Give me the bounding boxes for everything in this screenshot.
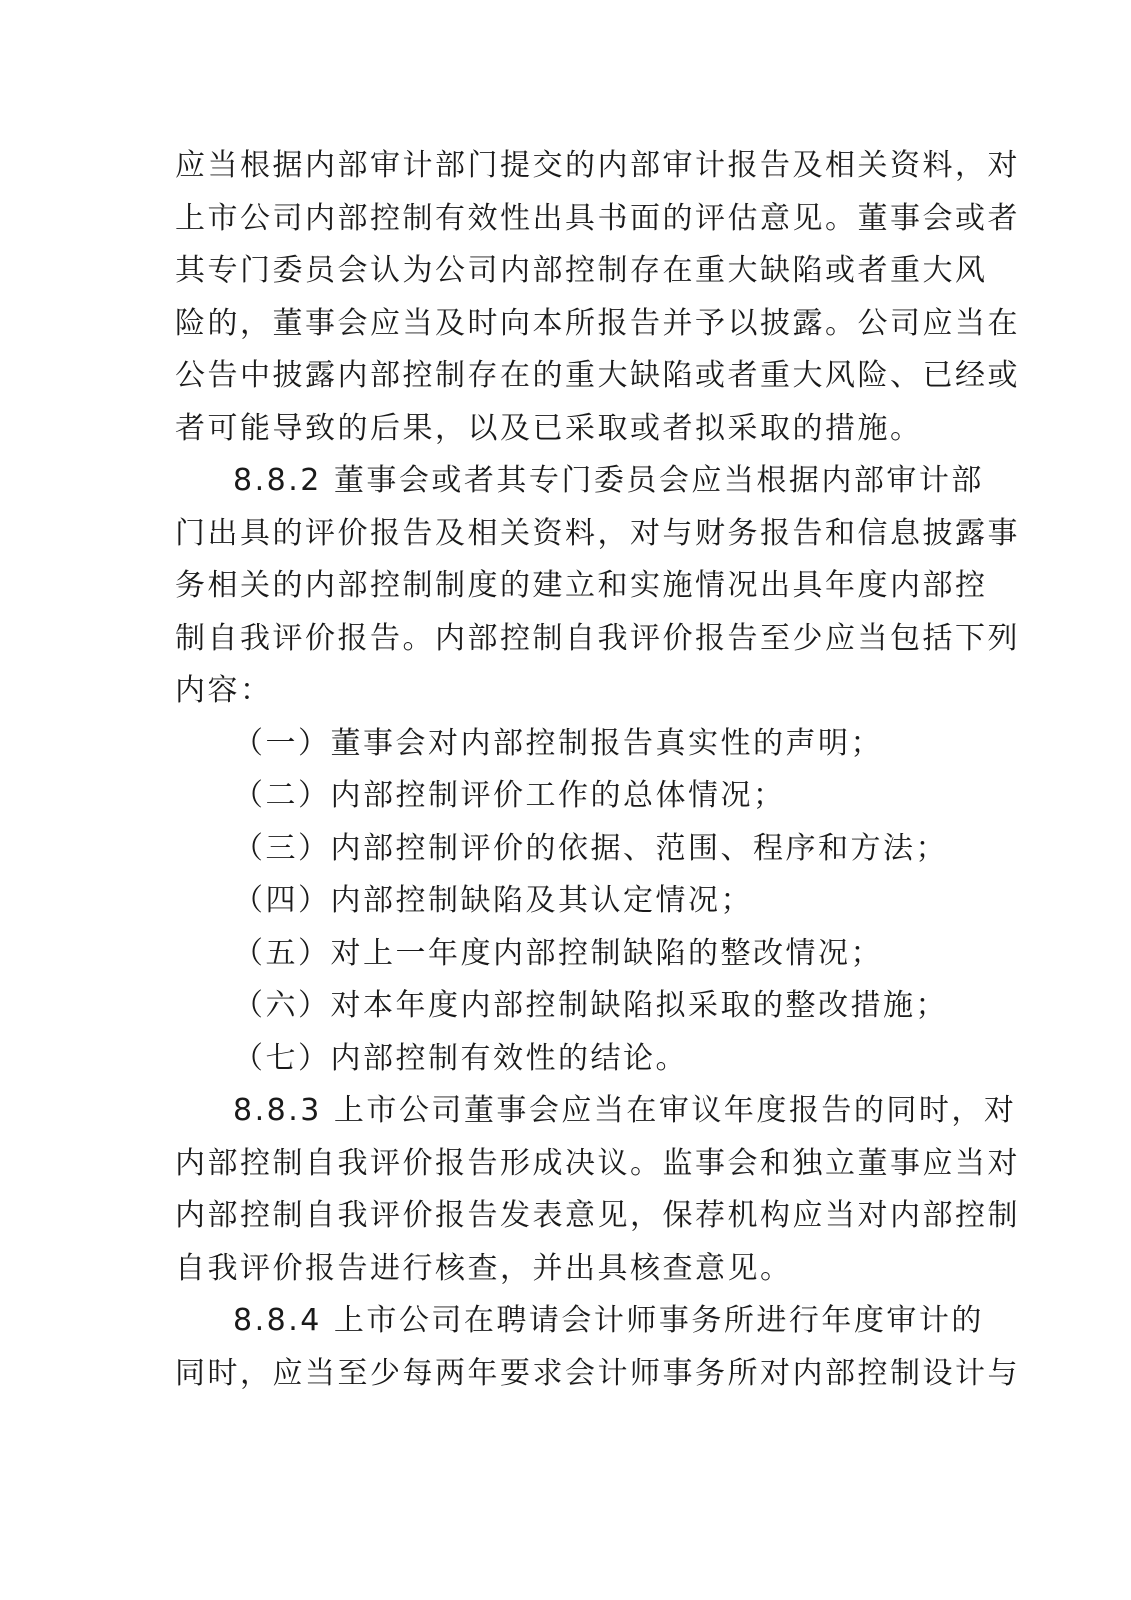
clause-8-8-3-line: 8.8.3 上市公司董事会应当在审议年度报告的同时，对 bbox=[233, 1093, 1017, 1128]
clause-8-8-4-line: 8.8.4 上市公司在聘请会计师事务所进行年度审计的 bbox=[233, 1303, 984, 1338]
list-item: （三）内部控制评价的依据、范围、程序和方法； bbox=[233, 830, 948, 866]
text-line: 险的，董事会应当及时向本所报告并予以披露。公司应当在 bbox=[175, 305, 1020, 341]
text-line: 内部控制自我评价报告形成决议。监事会和独立董事应当对 bbox=[175, 1145, 1020, 1181]
text-line: 门出具的评价报告及相关资料，对与财务报告和信息披露事 bbox=[175, 515, 1020, 551]
text-line: 内容： bbox=[175, 673, 273, 708]
text-line: 其专门委员会认为公司内部控制存在重大缺陷或者重大风 bbox=[175, 253, 988, 288]
clause-8-8-2-line: 8.8.2 董事会或者其专门委员会应当根据内部审计部 bbox=[233, 463, 984, 498]
text-line: 公告中披露内部控制存在的重大缺陷或者重大风险、已经或 bbox=[175, 358, 1020, 393]
text-line: 同时，应当至少每两年要求会计师事务所对内部控制设计与 bbox=[175, 1355, 1020, 1391]
list-item: （六）对本年度内部控制缺陷拟采取的整改措施； bbox=[233, 988, 948, 1023]
text-line: 内部控制自我评价报告发表意见，保荐机构应当对内部控制 bbox=[175, 1198, 1020, 1233]
list-item: （七）内部控制有效性的结论。 bbox=[233, 1040, 688, 1076]
list-item: （二）内部控制评价工作的总体情况； bbox=[233, 778, 786, 813]
text-line: 者可能导致的后果，以及已采取或者拟采取的措施。 bbox=[175, 410, 923, 446]
body-text bbox=[175, 140, 1020, 1400]
text-line: 制自我评价报告。内部控制自我评价报告至少应当包括下列 bbox=[175, 620, 1020, 656]
list-item: （四）内部控制缺陷及其认定情况； bbox=[233, 883, 753, 918]
text-line: 自我评价报告进行核查，并出具核查意见。 bbox=[175, 1250, 793, 1286]
list-item: （一）董事会对内部控制报告真实性的声明； bbox=[233, 725, 883, 761]
list-item: （五）对上一年度内部控制缺陷的整改情况； bbox=[233, 935, 883, 971]
text-line: 务相关的内部控制制度的建立和实施情况出具年度内部控 bbox=[175, 568, 988, 603]
text-line: 应当根据内部审计部门提交的内部审计报告及相关资料，对 bbox=[175, 148, 1020, 183]
text-line: 上市公司内部控制有效性出具书面的评估意见。董事会或者 bbox=[175, 200, 1020, 236]
